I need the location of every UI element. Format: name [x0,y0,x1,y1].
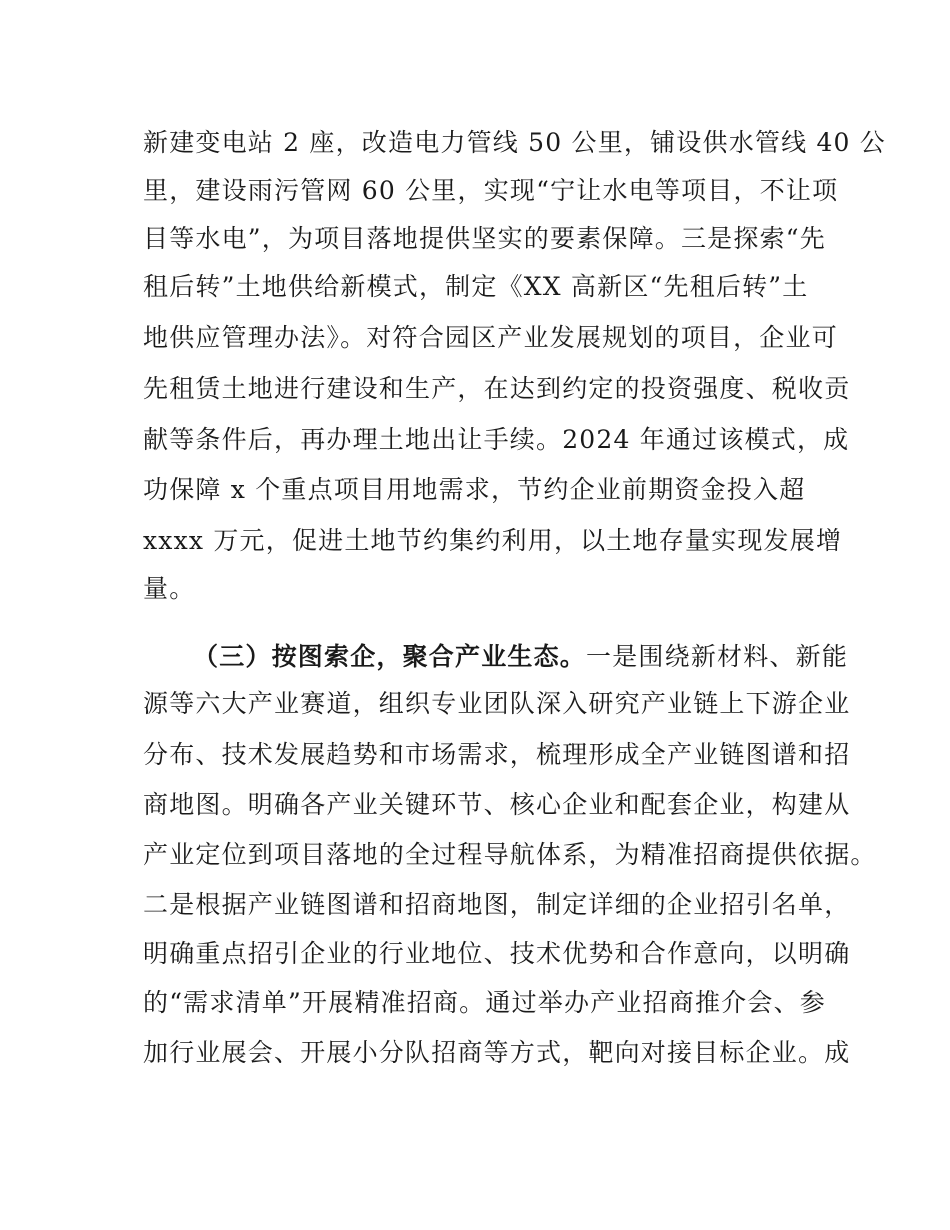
paragraph-line: 里，建设雨污管网 60 公里，实现“宁让水电等项目，不让项 [143,176,839,205]
paragraph-line: 功保障 x 个重点项目用地需求，节约企业前期资金投入超 [143,475,806,504]
paragraph-line: 地供应管理办法》。对符合园区产业发展规划的项目，企业可 [143,323,838,352]
section-line: 产业定位到项目落地的全过程导航体系，为精准招商提供依据。 [143,840,877,869]
paragraph-line: 新建变电站 2 座，改造电力管线 50 公里，铺设供水管线 40 公 [143,128,887,157]
paragraph-line: 租后转”土地供给新模式，制定《XX 高新区“先租后转”土 [143,272,809,301]
section-heading: （三）按图索企，聚合产业生态。 [193,642,587,671]
paragraph-line: 献等条件后，再办理土地出让手续。2024 年通过该模式，成 [143,425,850,454]
paragraph-line: 量。 [143,574,196,603]
section-line: 源等六大产业赛道，组织专业团队深入研究产业链上下游企业 [143,689,851,718]
section-line: 明确重点招引企业的行业地位、技术优势和合作意向，以明确 [143,939,851,968]
paragraph-line: 先租赁土地进行建设和生产，在达到约定的投资强度、税收贡 [143,374,851,403]
section-first-line [193,642,848,672]
section-first-line-text: 一是围绕新材料、新能 [586,642,849,671]
section-line: 二是根据产业链图谱和招商地图，制定详细的企业招引名单， [143,890,851,919]
paragraph-line: 目等水电”，为项目落地提供坚实的要素保障。三是探索“先 [143,224,826,253]
paragraph-line: xxxx 万元，促进土地节约集约利用，以土地存量实现发展增 [143,526,843,555]
section-line: 商地图。明确各产业关键环节、核心企业和配套企业，构建从 [143,790,851,819]
section-line: 分布、技术发展趋势和市场需求，梳理形成全产业链图谱和招 [143,740,851,769]
section-line: 加行业展会、开展小分队招商等方式，靶向对接目标企业。成 [143,1038,851,1067]
section-line: 的“需求清单”开展精准招商。通过举办产业招商推介会、参 [143,988,826,1017]
